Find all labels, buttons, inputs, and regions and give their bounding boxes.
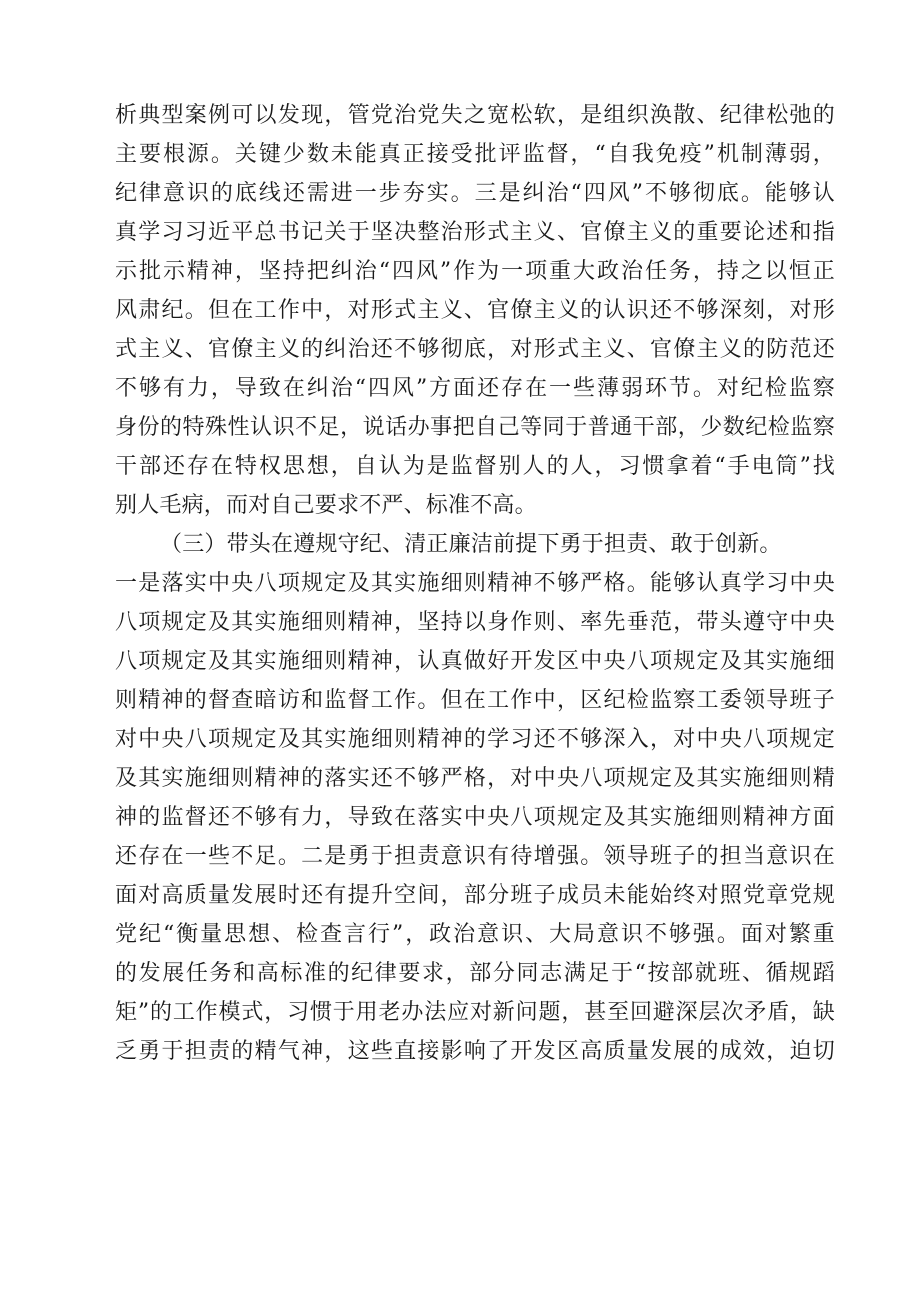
text-line: 党纪“衡量思想、检查言行”，政治意识、大局意识不够强。面对繁重 [115, 922, 835, 947]
text-line: 还存在一些不足。二是勇于担责意识有待增强。领导班子的担当意识在 [115, 844, 835, 869]
paragraph-end-line: 别人毛病，而对自己要求不严、标准不高。 [115, 493, 537, 518]
text-line: 风肃纪。但在工作中，对形式主义、官僚主义的认识还不够深刻，对形 [115, 298, 835, 323]
text-line: 神的监督还不够有力，导致在落实中央八项规定及其实施细则精神方面 [115, 805, 835, 830]
text-line: 对中央八项规定及其实施细则精神的学习还不够深入，对中央八项规定 [115, 727, 835, 752]
text-line: 示批示精神，坚持把纠治“四风”作为一项重大政治任务，持之以恒正 [115, 259, 835, 284]
section-heading-line: （三）带头在遵规守纪、清正廉洁前提下勇于担责、敢于创新。 [160, 532, 782, 557]
text-line: 面对高质量发展时还有提升空间，部分班子成员未能始终对照党章党规 [115, 883, 835, 908]
text-line: 纪律意识的底线还需进一步夯实。三是纠治“四风”不够彻底。能够认 [115, 181, 835, 206]
text-line: 乏勇于担责的精气神，这些直接影响了开发区高质量发展的成效，迫切 [115, 1039, 835, 1064]
text-line: 八项规定及其实施细则精神，坚持以身作则、率先垂范，带头遵守中央 [115, 610, 835, 635]
text-line: 的发展任务和高标准的纪律要求，部分同志满足于“按部就班、循规蹈 [115, 961, 835, 986]
text-line: 不够有力，导致在纠治“四风”方面还存在一些薄弱环节。对纪检监察 [115, 376, 835, 401]
text-line: 析典型案例可以发现，管党治党失之宽松软，是组织涣散、纪律松弛的 [115, 103, 835, 128]
text-line: 干部还存在特权思想，自认为是监督别人的人，习惯拿着“手电筒”找 [115, 454, 835, 479]
text-line: 则精神的督查暗访和监督工作。但在工作中，区纪检监察工委领导班子 [115, 688, 835, 713]
text-line: 身份的特殊性认识不足，说话办事把自己等同于普通干部，少数纪检监察 [115, 415, 835, 440]
document-page [115, 96, 835, 1071]
text-line: 一是落实中央八项规定及其实施细则精神不够严格。能够认真学习中央 [115, 571, 835, 596]
text-line: 矩”的工作模式，习惯于用老办法应对新问题，甚至回避深层次矛盾，缺 [115, 1000, 835, 1025]
text-line: 及其实施细则精神的落实还不够严格，对中央八项规定及其实施细则精 [115, 766, 835, 791]
text-line: 八项规定及其实施细则精神，认真做好开发区中央八项规定及其实施细 [115, 649, 835, 674]
text-line: 真学习习近平总书记关于坚决整治形式主义、官僚主义的重要论述和指 [115, 220, 835, 245]
text-line: 式主义、官僚主义的纠治还不够彻底，对形式主义、官僚主义的防范还 [115, 337, 835, 362]
text-line: 主要根源。关键少数未能真正接受批评监督，“自我免疫”机制薄弱， [115, 142, 835, 167]
